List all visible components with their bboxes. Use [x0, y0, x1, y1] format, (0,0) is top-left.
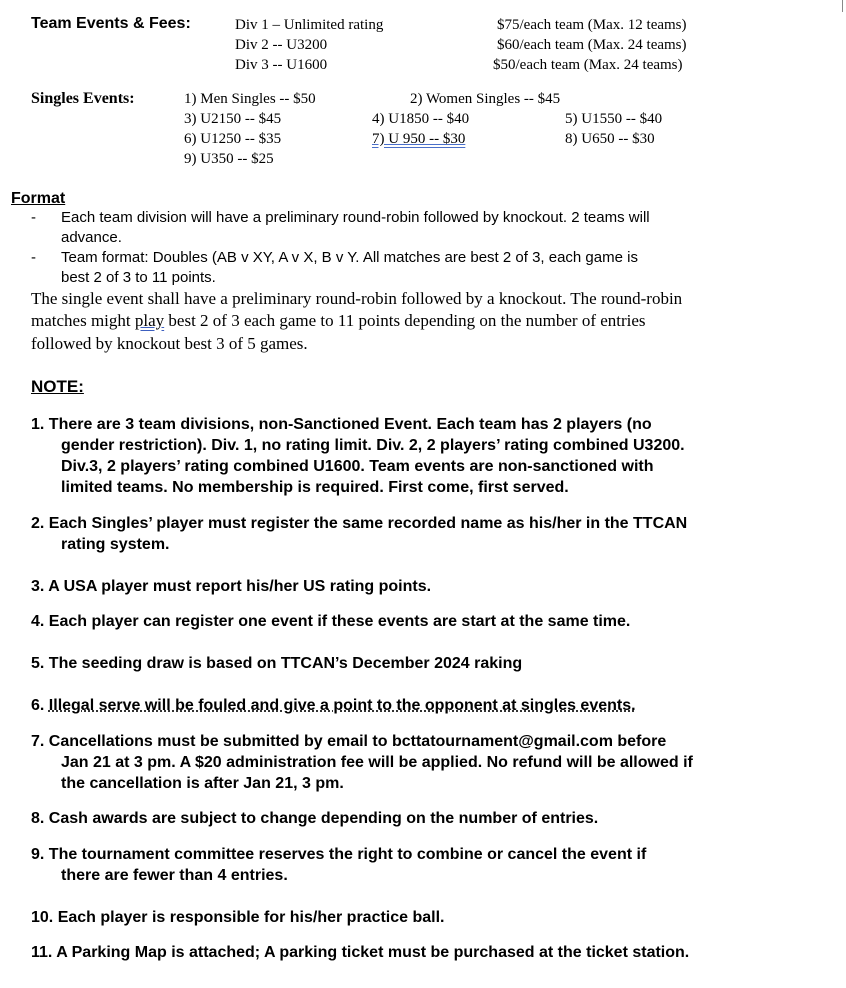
singles-event-item: 8) U650 -- $30: [565, 131, 655, 147]
note-line: 8. Cash awards are subject to change depending on the number of entries.: [31, 810, 599, 827]
team-division-name: Div 1 – Unlimited rating: [235, 17, 384, 33]
note-line: 11. A Parking Map is attached; A parking ticket must be purchased at the ticket station.: [31, 944, 690, 961]
note-text: Illegal serve will be fouled and give a point to the opponent at singles events.: [48, 697, 636, 714]
note-line: 4. Each player can register one event if these events are start at the same time.: [31, 613, 631, 630]
singles-events-heading: Singles Events:: [31, 90, 135, 107]
singles-event-item: 6) U1250 -- $35: [184, 131, 282, 147]
team-division-fee: $60/each team (Max. 24 teams): [497, 37, 687, 53]
format-paragraph-line: The single event shall have a preliminary round-robin followed by a knockout. The round-robin: [31, 289, 683, 308]
note-line: 9. The tournament committee reserves the right to combine or cancel the event if: [31, 846, 647, 863]
page-edge-marker: [842, 0, 843, 12]
format-paragraph-line: [31, 310, 646, 333]
note-number: 6.: [31, 697, 49, 714]
note-line: 3. A USA player must report his/her US rating points.: [31, 578, 432, 595]
team-division-name: Div 2 -- U3200: [235, 37, 328, 53]
bullet-dash: -: [31, 209, 36, 226]
note-line: rating system.: [61, 536, 170, 553]
note-line: 10. Each player is responsible for his/her practice ball.: [31, 909, 445, 926]
team-events-heading: Team Events & Fees:: [31, 15, 191, 32]
note-line: the cancellation is after Jan 21, 3 pm.: [61, 775, 344, 792]
text-fragment: matches might: [31, 311, 135, 330]
singles-event-item: 2) Women Singles -- $45: [410, 91, 561, 107]
note-line: limited teams. No membership is required. First come, first served.: [61, 479, 569, 496]
team-division-name: Div 3 -- U1600: [235, 57, 328, 73]
singles-event-item: 5) U1550 -- $40: [565, 111, 663, 127]
flagged-word: play: [134, 311, 165, 330]
singles-event-item: 4) U1850 -- $40: [372, 111, 470, 127]
note-line: Div.3, 2 players’ rating combined U1600. Team events are non-sanctioned with: [61, 458, 654, 475]
note-line: 7. Cancellations must be submitted by email to bcttatournament@gmail.com before: [31, 733, 667, 750]
text-fragment: best 2 of 3 each game to 11 points depending on the number of entries: [164, 311, 646, 330]
note-heading: NOTE:: [31, 377, 84, 396]
bullet-dash: -: [31, 249, 36, 266]
format-bullet-line: best 2 of 3 to 11 points.: [61, 269, 216, 286]
note-line: gender restriction). Div. 1, no rating limit. Div. 2, 2 players’ rating combined U3200.: [61, 437, 685, 454]
team-division-fee: $50/each team (Max. 24 teams): [493, 57, 683, 73]
note-line: Jan 21 at 3 pm. A $20 administration fee will be applied. No refund will be allowed if: [61, 754, 693, 771]
format-bullet-line: advance.: [61, 229, 122, 246]
format-bullet-line: Team format: Doubles (AB v XY, A v X, B v Y. All matches are best 2 of 3, each game is: [61, 249, 638, 266]
singles-event-item: 3) U2150 -- $45: [184, 111, 282, 127]
note-line: 1. There are 3 team divisions, non-Sanctioned Event. Each team has 2 players (no: [31, 416, 652, 433]
note-line: [31, 695, 636, 716]
singles-event-item: 7) U 950 -- $30: [372, 131, 466, 147]
team-division-fee: $75/each team (Max. 12 teams): [497, 17, 687, 33]
note-line: 5. The seeding draw is based on TTCAN’s December 2024 raking: [31, 655, 523, 672]
singles-event-item: 9) U350 -- $25: [184, 151, 274, 167]
note-line: there are fewer than 4 entries.: [61, 867, 288, 884]
format-paragraph-line: followed by knockout best 3 of 5 games.: [31, 334, 308, 353]
format-heading: Format: [11, 190, 66, 207]
format-bullet-line: Each team division will have a preliminary round-robin followed by knockout. 2 teams will: [61, 209, 650, 226]
note-line: 2. Each Singles’ player must register the same recorded name as his/her in the TTCAN: [31, 515, 688, 532]
singles-event-item: 1) Men Singles -- $50: [184, 91, 316, 107]
